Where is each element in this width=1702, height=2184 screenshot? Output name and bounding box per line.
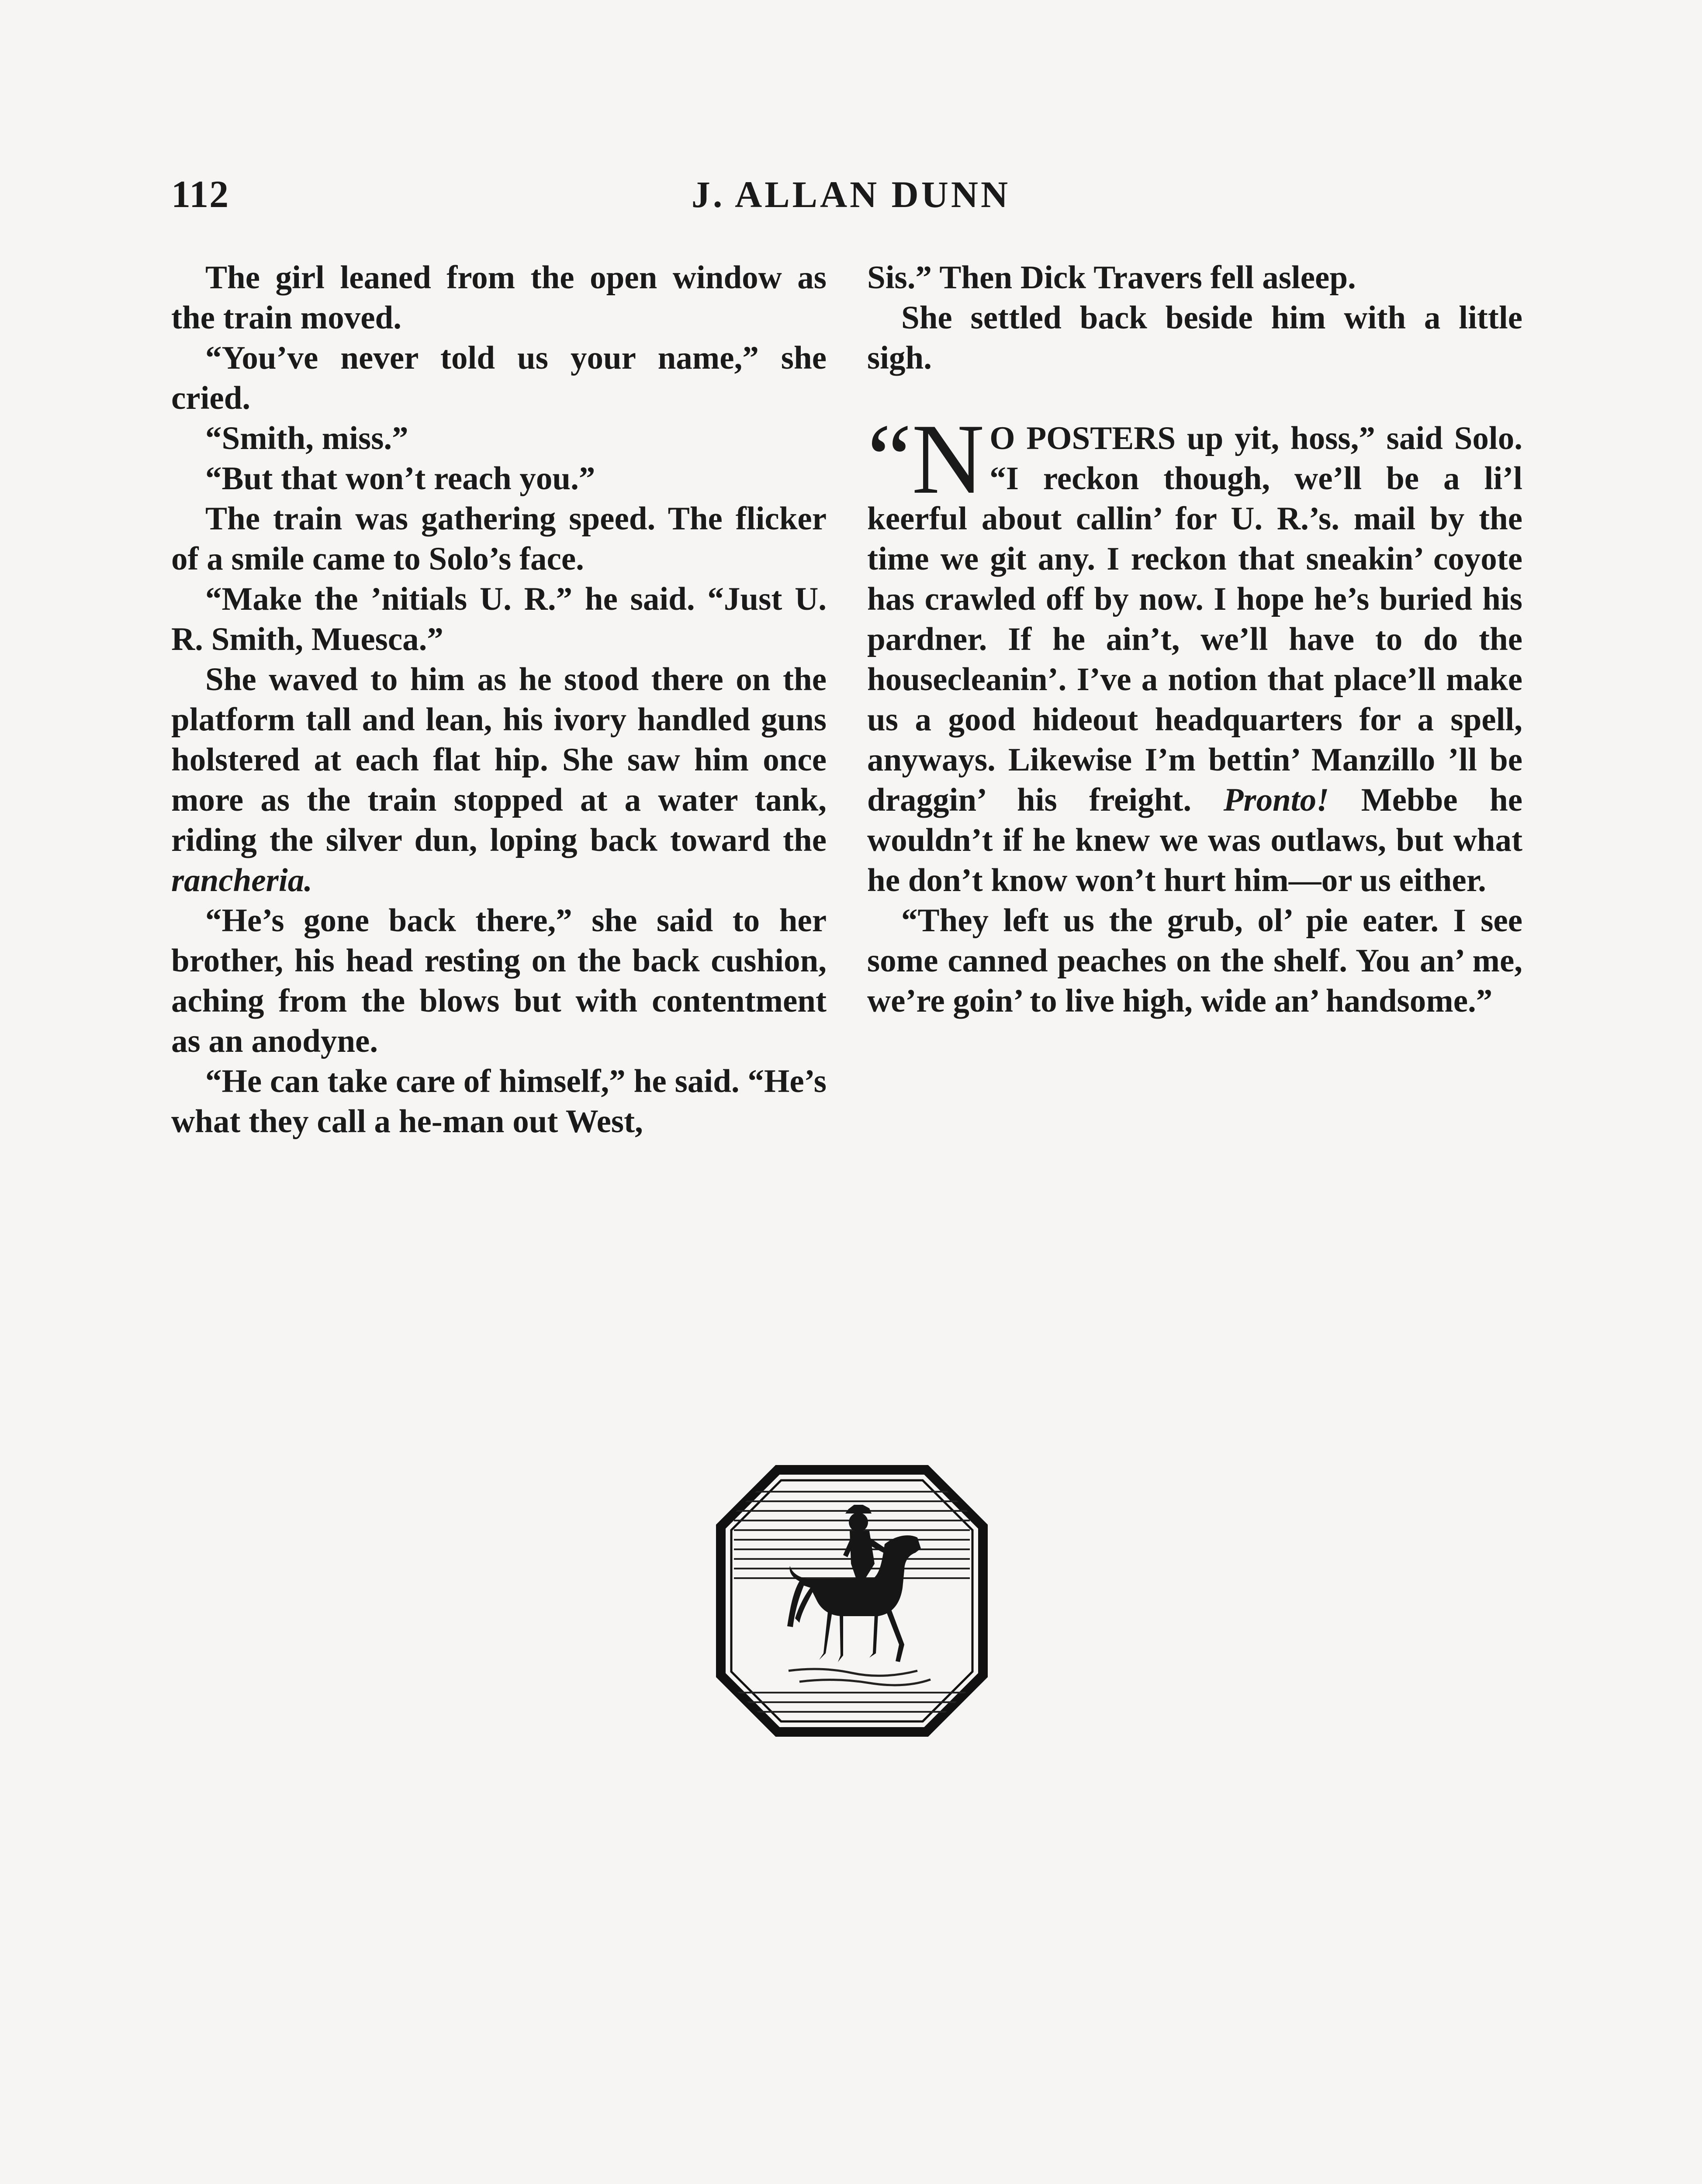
paragraph: “But that won’t reach you.” [205,460,595,497]
paragraph: The train was gathering speed. The flicker of a smile came to Solo’s face. [171,501,827,577]
paragraph: “Smith, miss.” [205,420,408,456]
paragraph-text: O POSTERS up yit, hoss,” said Solo. “I reckon though, we’ll be a li’l keerful about callin’ for U. R.’s. mail by the time we git any. I reckon that sneakin’ coyote has crawled off by now. I hope he’s buried his pardner. If he ain’t, we’ll have to do the housecleanin’. I’ve a notion that place’ll make us a good hideout headquarters for a spell, anyways. Likewise I’m bettin’ Manzillo ’ll be draggin’ his freight. [867,420,1522,818]
paragraph: “He can take care of himself,” he said. “He’s what they call a he-man out West, [171,1063,827,1140]
dropcap [867,403,985,515]
dropcap-quote: “ [867,403,912,515]
dropcap-paragraph [867,403,1523,901]
paragraph: The girl leaned from the open window as the train moved. [171,259,827,336]
paragraph: “He’s gone back there,” she said to her brother, his head resting on the back cushion, aching from the blows but with contentment as an anodyne. [171,902,827,1059]
horse-and-rider-vignette-icon [712,1461,992,1741]
page-number: 112 [171,173,230,216]
left-column [171,258,827,1142]
paragraph-text: Mebbe he wouldn’t if he knew we was outlaws, but what he don’t know won’t hurt him—or us either. [867,782,1523,898]
paragraph: “They left us the grub, ol’ pie eater. I see some canned peaches on the shelf. You an’ me, we’re goin’ to live high, wide an’ handsome.” [867,902,1522,1019]
page-header [0,173,1702,221]
paragraph-continuation: Sis.” Then Dick Travers fell asleep. [867,259,1356,296]
italic-word: rancheria. [171,862,312,898]
running-head: J. ALLAN DUNN [691,173,1011,215]
right-column [867,258,1522,1021]
paragraph-with-italic [171,660,827,901]
paragraph: “Make the ’nitials U. R.” he said. “Just U. R. Smith, Muesca.” [171,581,827,657]
dropcap-letter: N [912,403,985,515]
paragraph-text: She waved to him as he stood there on the platform tall and lean, his ivory handled guns holstered at each flat hip. She saw him once more as the train stopped at a water tank, riding the silver dun, loping back toward the [171,661,827,858]
paragraph: She settled back beside him with a little sigh. [867,300,1522,376]
italic-word: Pronto! [1223,782,1329,818]
paragraph: “You’ve never told us your name,” she cried. [171,340,827,416]
